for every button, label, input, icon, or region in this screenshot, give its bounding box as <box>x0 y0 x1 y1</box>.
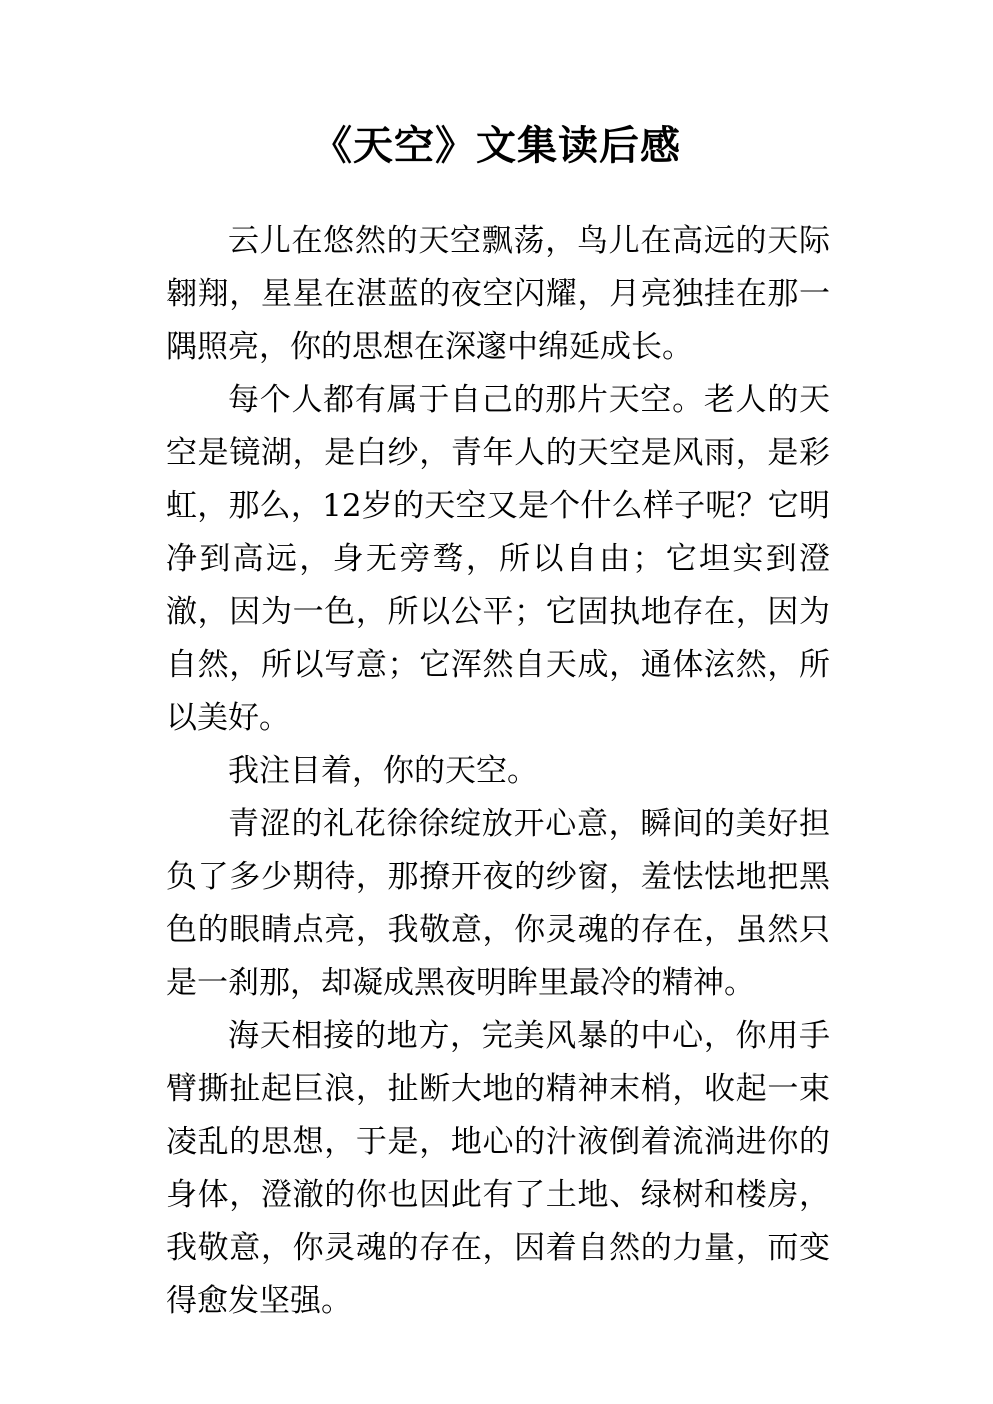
paragraph-2: 每个人都有属于自己的那片天空。老人的天空是镜湖，是白纱，青年人的天空是风雨，是彩虹，那么，12岁的天空又是个什么样子呢？它明净到高远，身无旁骛，所以自由；它坦实到澄澈，因为一色，所以公平；它固执地存在，因为自然，所以写意；它浑然自天成，通体泫然，所以美好。 <box>166 382 830 736</box>
paragraph-4: 青涩的礼花徐徐绽放开心意，瞬间的美好担负了多少期待，那撩开夜的纱窗，羞怯怯地把黑色的眼睛点亮，我敬意，你灵魂的存在，虽然只是一刹那，却凝成黑夜明眸里最冷的精神。 <box>166 806 830 1001</box>
document-title: 《天空》文集读后感 <box>312 123 681 169</box>
paragraph-3: 我注目着，你的天空。 <box>228 753 538 789</box>
document-body <box>166 215 830 1328</box>
paragraph-1: 云儿在悠然的天空飘荡，鸟儿在高远的天际翱翔，星星在湛蓝的夜空闪耀，月亮独挂在那一隅照亮，你的思想在深邃中绵延成长。 <box>166 223 830 365</box>
paragraph-5: 海天相接的地方，完美风暴的中心，你用手臂撕扯起巨浪，扯断大地的精神末梢，收起一束凌乱的思想，于是，地心的汁液倒着流淌进你的身体，澄澈的你也因此有了土地、绿树和楼房，我敬意，你灵魂的存在，因着自然的力量，而变得愈发坚强。 <box>166 1018 830 1319</box>
